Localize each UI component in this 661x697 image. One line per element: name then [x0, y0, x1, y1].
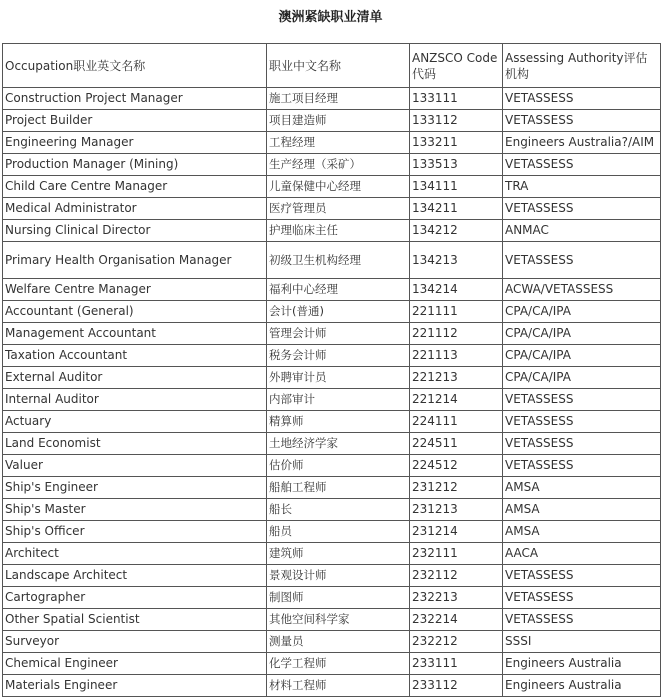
cell-assessing-authority: AMSA	[503, 521, 661, 543]
cell-anzsco-code: 224512	[410, 455, 503, 477]
table-row	[3, 389, 661, 411]
cell-occupation-zh: 初级卫生机构经理	[267, 242, 410, 279]
cell-assessing-authority: VETASSESS	[503, 411, 661, 433]
table-row	[3, 499, 661, 521]
cell-occupation-zh: 船长	[267, 499, 410, 521]
table-row	[3, 132, 661, 154]
cell-occupation-en: Chemical Engineer	[3, 653, 267, 675]
cell-occupation-zh: 项目建造师	[267, 110, 410, 132]
cell-occupation-zh: 内部审计	[267, 389, 410, 411]
table-row	[3, 367, 661, 389]
cell-assessing-authority: TRA	[503, 176, 661, 198]
cell-anzsco-code: 133111	[410, 88, 503, 110]
cell-occupation-en: Taxation Accountant	[3, 345, 267, 367]
cell-anzsco-code: 133513	[410, 154, 503, 176]
cell-anzsco-code: 232213	[410, 587, 503, 609]
cell-occupation-en: Construction Project Manager	[3, 88, 267, 110]
table-row	[3, 587, 661, 609]
table-header-row	[3, 44, 661, 88]
table-row	[3, 631, 661, 653]
cell-assessing-authority: VETASSESS	[503, 565, 661, 587]
table-row	[3, 176, 661, 198]
cell-anzsco-code: 224511	[410, 433, 503, 455]
cell-occupation-en: Engineering Manager	[3, 132, 267, 154]
cell-anzsco-code: 133112	[410, 110, 503, 132]
cell-anzsco-code: 221111	[410, 301, 503, 323]
header-chinese-name: 职业中文名称	[267, 44, 410, 88]
table-row	[3, 110, 661, 132]
cell-occupation-en: Primary Health Organisation Manager	[3, 242, 267, 279]
cell-assessing-authority: VETASSESS	[503, 433, 661, 455]
cell-occupation-zh: 化学工程师	[267, 653, 410, 675]
cell-occupation-en: Nursing Clinical Director	[3, 220, 267, 242]
cell-occupation-en: Land Economist	[3, 433, 267, 455]
table-row	[3, 279, 661, 301]
cell-assessing-authority: VETASSESS	[503, 154, 661, 176]
table-row	[3, 323, 661, 345]
cell-occupation-zh: 医疗管理员	[267, 198, 410, 220]
cell-assessing-authority: CPA/CA/IPA	[503, 301, 661, 323]
cell-occupation-en: Other Spatial Scientist	[3, 609, 267, 631]
cell-occupation-zh: 土地经济学家	[267, 433, 410, 455]
table-row	[3, 609, 661, 631]
cell-anzsco-code: 232212	[410, 631, 503, 653]
cell-occupation-zh: 测量员	[267, 631, 410, 653]
cell-occupation-en: Accountant (General)	[3, 301, 267, 323]
table-row	[3, 242, 661, 279]
cell-occupation-en: Welfare Centre Manager	[3, 279, 267, 301]
table-row	[3, 220, 661, 242]
cell-occupation-en: Ship's Engineer	[3, 477, 267, 499]
cell-assessing-authority: Engineers Australia?/AIM	[503, 132, 661, 154]
cell-occupation-en: Architect	[3, 543, 267, 565]
table-row	[3, 543, 661, 565]
cell-assessing-authority: Engineers Australia	[503, 675, 661, 697]
header-anzsco-code: ANZSCO Code 代码	[410, 44, 503, 88]
cell-assessing-authority: ACWA/VETASSESS	[503, 279, 661, 301]
cell-occupation-zh: 管理会计师	[267, 323, 410, 345]
cell-occupation-zh: 会计(普通)	[267, 301, 410, 323]
table-row	[3, 301, 661, 323]
cell-occupation-zh: 工程经理	[267, 132, 410, 154]
cell-occupation-zh: 税务会计师	[267, 345, 410, 367]
table-row	[3, 455, 661, 477]
table-body	[3, 88, 661, 697]
cell-assessing-authority: AMSA	[503, 499, 661, 521]
cell-assessing-authority: VETASSESS	[503, 242, 661, 279]
cell-anzsco-code: 231212	[410, 477, 503, 499]
page-title: 澳洲紧缺职业清单	[278, 10, 383, 25]
cell-occupation-zh: 护理临床主任	[267, 220, 410, 242]
cell-anzsco-code: 232112	[410, 565, 503, 587]
cell-assessing-authority: VETASSESS	[503, 389, 661, 411]
cell-occupation-en: Project Builder	[3, 110, 267, 132]
cell-occupation-en: Ship's Master	[3, 499, 267, 521]
cell-occupation-zh: 福利中心经理	[267, 279, 410, 301]
cell-occupation-zh: 其他空间科学家	[267, 609, 410, 631]
cell-occupation-en: Management Accountant	[3, 323, 267, 345]
cell-assessing-authority: CPA/CA/IPA	[503, 323, 661, 345]
table-row	[3, 675, 661, 697]
cell-anzsco-code: 221214	[410, 389, 503, 411]
table-row	[3, 411, 661, 433]
cell-occupation-zh: 建筑师	[267, 543, 410, 565]
cell-anzsco-code: 233111	[410, 653, 503, 675]
table-row	[3, 477, 661, 499]
cell-anzsco-code: 134212	[410, 220, 503, 242]
cell-occupation-en: Cartographer	[3, 587, 267, 609]
cell-occupation-en: Production Manager (Mining)	[3, 154, 267, 176]
cell-occupation-zh: 施工项目经理	[267, 88, 410, 110]
cell-occupation-en: Internal Auditor	[3, 389, 267, 411]
table-row	[3, 198, 661, 220]
cell-anzsco-code: 134111	[410, 176, 503, 198]
cell-assessing-authority: VETASSESS	[503, 455, 661, 477]
cell-anzsco-code: 232214	[410, 609, 503, 631]
cell-assessing-authority: AACA	[503, 543, 661, 565]
table-row	[3, 433, 661, 455]
cell-anzsco-code: 134211	[410, 198, 503, 220]
cell-assessing-authority: ANMAC	[503, 220, 661, 242]
cell-assessing-authority: VETASSESS	[503, 587, 661, 609]
cell-occupation-zh: 制图师	[267, 587, 410, 609]
table-row	[3, 345, 661, 367]
cell-anzsco-code: 233112	[410, 675, 503, 697]
cell-anzsco-code: 134213	[410, 242, 503, 279]
cell-assessing-authority: AMSA	[503, 477, 661, 499]
cell-occupation-zh: 材料工程师	[267, 675, 410, 697]
cell-occupation-zh: 估价师	[267, 455, 410, 477]
cell-occupation-en: External Auditor	[3, 367, 267, 389]
cell-occupation-en: Landscape Architect	[3, 565, 267, 587]
cell-occupation-zh: 景观设计师	[267, 565, 410, 587]
cell-occupation-zh: 船员	[267, 521, 410, 543]
cell-assessing-authority: VETASSESS	[503, 609, 661, 631]
cell-occupation-en: Materials Engineer	[3, 675, 267, 697]
cell-occupation-en: Ship's Officer	[3, 521, 267, 543]
occupation-table	[2, 43, 661, 697]
cell-assessing-authority: SSSI	[503, 631, 661, 653]
header-assessing-authority: Assessing Authority评估机构	[503, 44, 661, 88]
cell-assessing-authority: CPA/CA/IPA	[503, 367, 661, 389]
cell-occupation-zh: 精算师	[267, 411, 410, 433]
cell-occupation-en: Actuary	[3, 411, 267, 433]
header-occupation: Occupation职业英文名称	[3, 44, 267, 88]
cell-occupation-zh: 外聘审计员	[267, 367, 410, 389]
cell-assessing-authority: VETASSESS	[503, 198, 661, 220]
table-row	[3, 521, 661, 543]
cell-occupation-en: Medical Administrator	[3, 198, 267, 220]
cell-anzsco-code: 221112	[410, 323, 503, 345]
table-row	[3, 565, 661, 587]
cell-occupation-zh: 船舶工程师	[267, 477, 410, 499]
cell-anzsco-code: 221213	[410, 367, 503, 389]
cell-occupation-zh: 生产经理（采矿）	[267, 154, 410, 176]
cell-assessing-authority: Engineers Australia	[503, 653, 661, 675]
cell-occupation-en: Child Care Centre Manager	[3, 176, 267, 198]
table-row	[3, 653, 661, 675]
cell-assessing-authority: VETASSESS	[503, 88, 661, 110]
cell-assessing-authority: CPA/CA/IPA	[503, 345, 661, 367]
cell-anzsco-code: 231213	[410, 499, 503, 521]
cell-anzsco-code: 133211	[410, 132, 503, 154]
table-row	[3, 88, 661, 110]
table-row	[3, 154, 661, 176]
cell-anzsco-code: 221113	[410, 345, 503, 367]
cell-anzsco-code: 134214	[410, 279, 503, 301]
cell-anzsco-code: 231214	[410, 521, 503, 543]
cell-assessing-authority: VETASSESS	[503, 110, 661, 132]
cell-anzsco-code: 224111	[410, 411, 503, 433]
cell-anzsco-code: 232111	[410, 543, 503, 565]
cell-occupation-zh: 儿童保健中心经理	[267, 176, 410, 198]
cell-occupation-en: Valuer	[3, 455, 267, 477]
cell-occupation-en: Surveyor	[3, 631, 267, 653]
